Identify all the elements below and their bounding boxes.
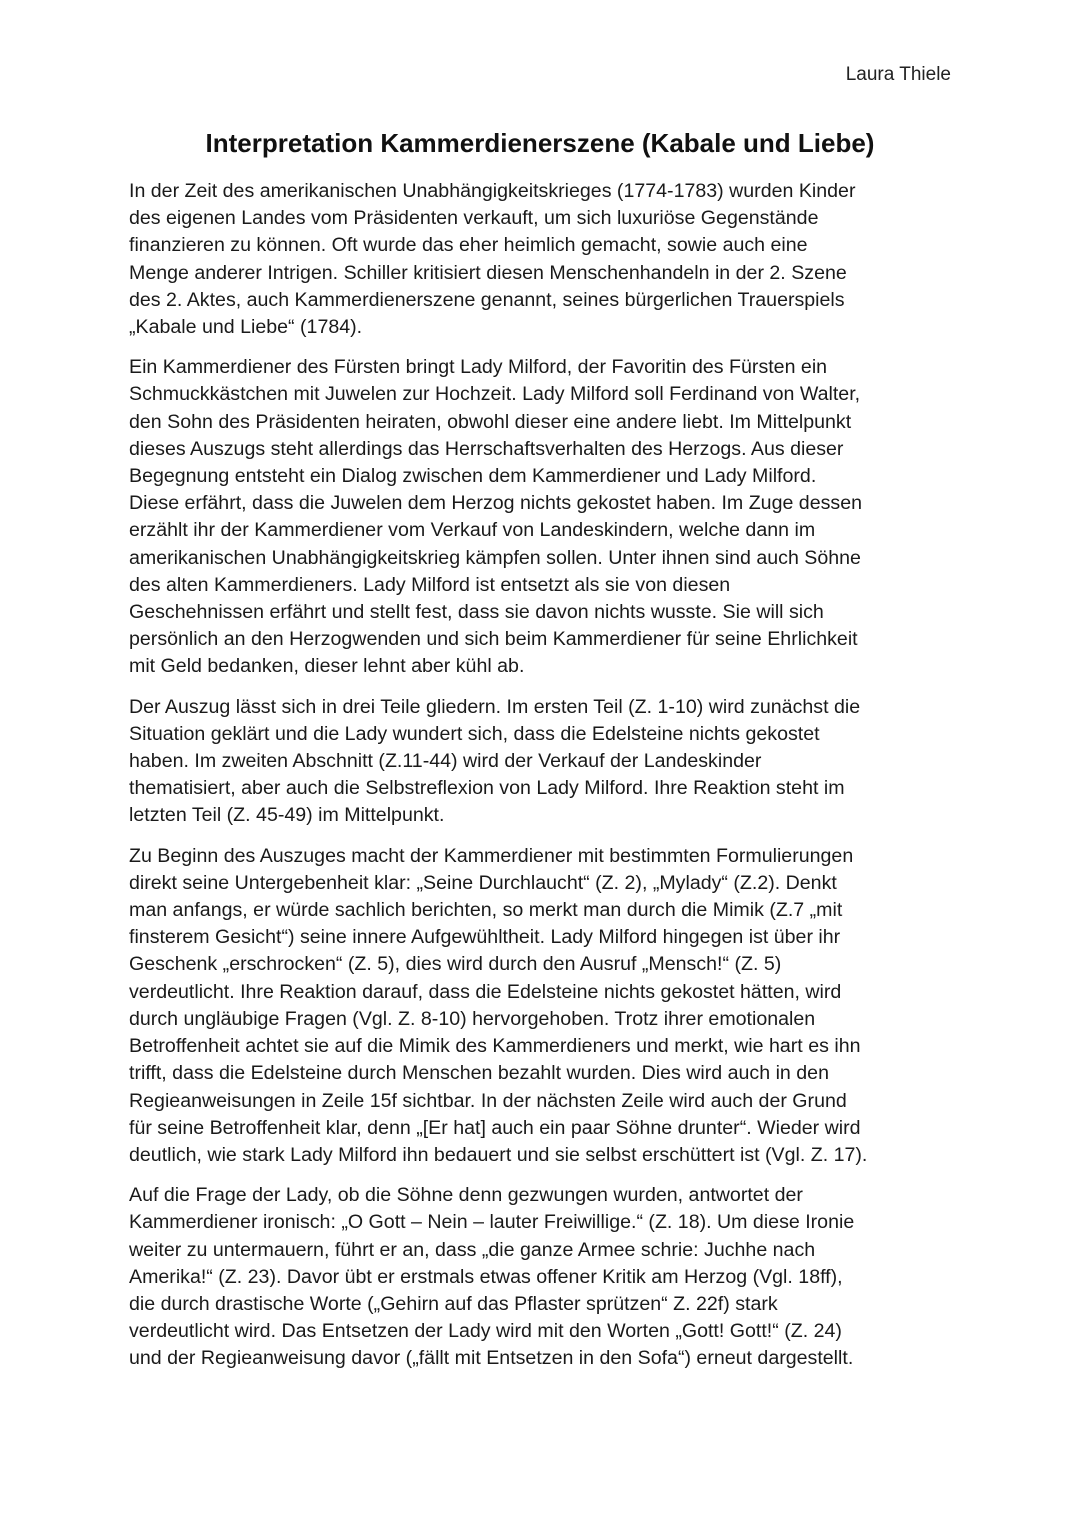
paragraph-line: Betroffenheit achtet sie auf die Mimik des Kammerdieners und merkt, wie hart es ihn bbox=[129, 1035, 861, 1058]
paragraph-line: letzten Teil (Z. 45-49) im Mittelpunkt. bbox=[129, 804, 445, 827]
author-name: Laura Thiele bbox=[845, 64, 951, 85]
paragraph-line: Schmuckkästchen mit Juwelen zur Hochzeit. Lady Milford soll Ferdinand von Walter, bbox=[129, 383, 861, 406]
paragraph-line: erzählt ihr der Kammerdiener vom Verkauf von Landeskindern, welche dann im bbox=[129, 519, 816, 542]
paragraph-line: haben. Im zweiten Abschnitt (Z.11-44) wird der Verkauf der Landeskinder bbox=[129, 750, 762, 773]
paragraph-line: finsterem Gesicht“) seine innere Aufgewühltheit. Lady Milford hingegen ist über ihr bbox=[129, 926, 841, 949]
paragraph-line: Zu Beginn des Auszuges macht der Kammerdiener mit bestimmten Formulierungen bbox=[129, 844, 854, 867]
paragraph-line: Regieanweisungen in Zeile 15f sichtbar. In der nächsten Zeile wird auch der Grund bbox=[129, 1089, 847, 1112]
paragraph-line: finanzieren zu können. Oft wurde das eher heimlich gemacht, sowie auch eine bbox=[129, 234, 808, 257]
paragraph-line: Situation geklärt und die Lady wundert sich, dass die Edelsteine nichts gekostet bbox=[129, 722, 820, 745]
paragraph-line: direkt seine Untergebenheit klar: „Seine Durchlaucht“ (Z. 2), „Mylady“ (Z.2). Denkt bbox=[129, 871, 837, 894]
paragraph-line: Amerika!“ (Z. 23). Davor übt er erstmals etwas offener Kritik am Herzog (Vgl. 18ff), bbox=[129, 1265, 843, 1288]
paragraph-line: deutlich, wie stark Lady Milford ihn bedauert und sie selbst erschüttert ist (Vgl. Z. 17). bbox=[129, 1143, 868, 1166]
paragraph-line: für seine Betroffenheit klar, denn „[Er hat] auch ein paar Söhne drunter“. Wieder wird bbox=[129, 1116, 861, 1139]
paragraph-line: amerikanischen Unabhängigkeitskrieg kämpfen sollen. Unter ihnen sind auch Söhne bbox=[129, 546, 861, 569]
paragraph-line: man anfangs, er würde sachlich berichten, so merkt man durch die Mimik (Z.7 „mit bbox=[129, 899, 843, 922]
body-paragraph bbox=[129, 1182, 959, 1372]
paragraph-line: In der Zeit des amerikanischen Unabhängigkeitskrieges (1774-1783) wurden Kinder bbox=[129, 180, 856, 202]
paragraph-line: Begegnung entsteht ein Dialog zwischen dem Kammerdiener und Lady Milford. bbox=[129, 465, 817, 488]
paragraph-line: Kammerdiener ironisch: „O Gott – Nein – lauter Freiwillige.“ (Z. 18). Um diese Ironie bbox=[129, 1211, 855, 1234]
paragraph-line: verdeutlicht wird. Das Entsetzen der Lady wird mit den Worten „Gott! Gott!“ (Z. 24) bbox=[129, 1320, 842, 1343]
paragraph-line: mit Geld bedanken, dieser lehnt aber kühl ab. bbox=[129, 655, 525, 678]
body-paragraph bbox=[129, 178, 959, 341]
body-paragraph bbox=[129, 843, 959, 1169]
paragraph-line: thematisiert, aber auch die Selbstreflexion von Lady Milford. Ihre Reaktion steht im bbox=[129, 777, 845, 800]
paragraph-line: Ein Kammerdiener des Fürsten bringt Lady Milford, der Favoritin des Fürsten ein bbox=[129, 356, 828, 379]
body-paragraph bbox=[129, 354, 959, 680]
paragraph-line: durch ungläubige Fragen (Vgl. Z. 8-10) hervorgehoben. Trotz ihrer emotionalen bbox=[129, 1007, 816, 1030]
paragraph-line: „Kabale und Liebe“ (1784). bbox=[129, 316, 363, 339]
paragraph-line: Geschenk „erschrocken“ (Z. 5), dies wird durch den Ausruf „Mensch!“ (Z. 5) bbox=[129, 953, 782, 976]
paragraph-line: Geschehnissen erfährt und stellt fest, dass sie davon nichts wusste. Sie will sich bbox=[129, 601, 824, 624]
paragraph-line: und der Regieanweisung davor („fällt mit Entsetzen in den Sofa“) erneut dargestellt. bbox=[129, 1347, 854, 1370]
paragraph-line: verdeutlicht. Ihre Reaktion darauf, dass die Edelsteine nichts gekostet hätten, wird bbox=[129, 980, 842, 1003]
paragraph-line: den Sohn des Präsidenten heiraten, obwohl dieser eine andere liebt. Im Mittelpunkt bbox=[129, 410, 852, 433]
paragraph-line: Diese erfährt, dass die Juwelen dem Herzog nichts gekostet haben. Im Zuge dessen bbox=[129, 492, 862, 515]
paragraph-line: Auf die Frage der Lady, ob die Söhne denn gezwungen wurden, antwortet der bbox=[129, 1184, 803, 1207]
paragraph-line: die durch drastische Worte („Gehirn auf das Pflaster sprützen“ Z. 22f) stark bbox=[129, 1292, 778, 1315]
paragraph-line: persönlich an den Herzogwenden und sich beim Kammerdiener für seine Ehrlichkeit bbox=[129, 628, 858, 651]
document-title: Interpretation Kammerdienerszene (Kabale und Liebe) bbox=[205, 128, 875, 158]
body-paragraph bbox=[129, 694, 959, 830]
paragraph-line: Menge anderer Intrigen. Schiller kritisiert diesen Menschenhandeln in der 2. Szene bbox=[129, 261, 847, 284]
paragraph-line: des alten Kammerdieners. Lady Milford ist entsetzt als sie von diesen bbox=[129, 573, 731, 596]
paragraph-line: weiter zu untermauern, führt er an, dass „die ganze Armee schrie: Juchhe nach bbox=[129, 1238, 816, 1261]
document-body bbox=[129, 178, 959, 1386]
paragraph-line: des 2. Aktes, auch Kammerdienerszene genannt, seines bürgerlichen Trauerspiels bbox=[129, 288, 845, 311]
paragraph-line: dieses Auszugs steht allerdings das Herrschaftsverhalten des Herzogs. Aus dieser bbox=[129, 437, 844, 460]
paragraph-line: Der Auszug lässt sich in drei Teile gliedern. Im ersten Teil (Z. 1-10) wird zunächst die bbox=[129, 695, 861, 718]
paragraph-line: des eigenen Landes vom Präsidenten verkauft, um sich luxuriöse Gegenstände bbox=[129, 207, 819, 230]
paragraph-line: trifft, dass die Edelsteine durch Menschen bezahlt wurden. Dies wird auch in den bbox=[129, 1062, 829, 1085]
